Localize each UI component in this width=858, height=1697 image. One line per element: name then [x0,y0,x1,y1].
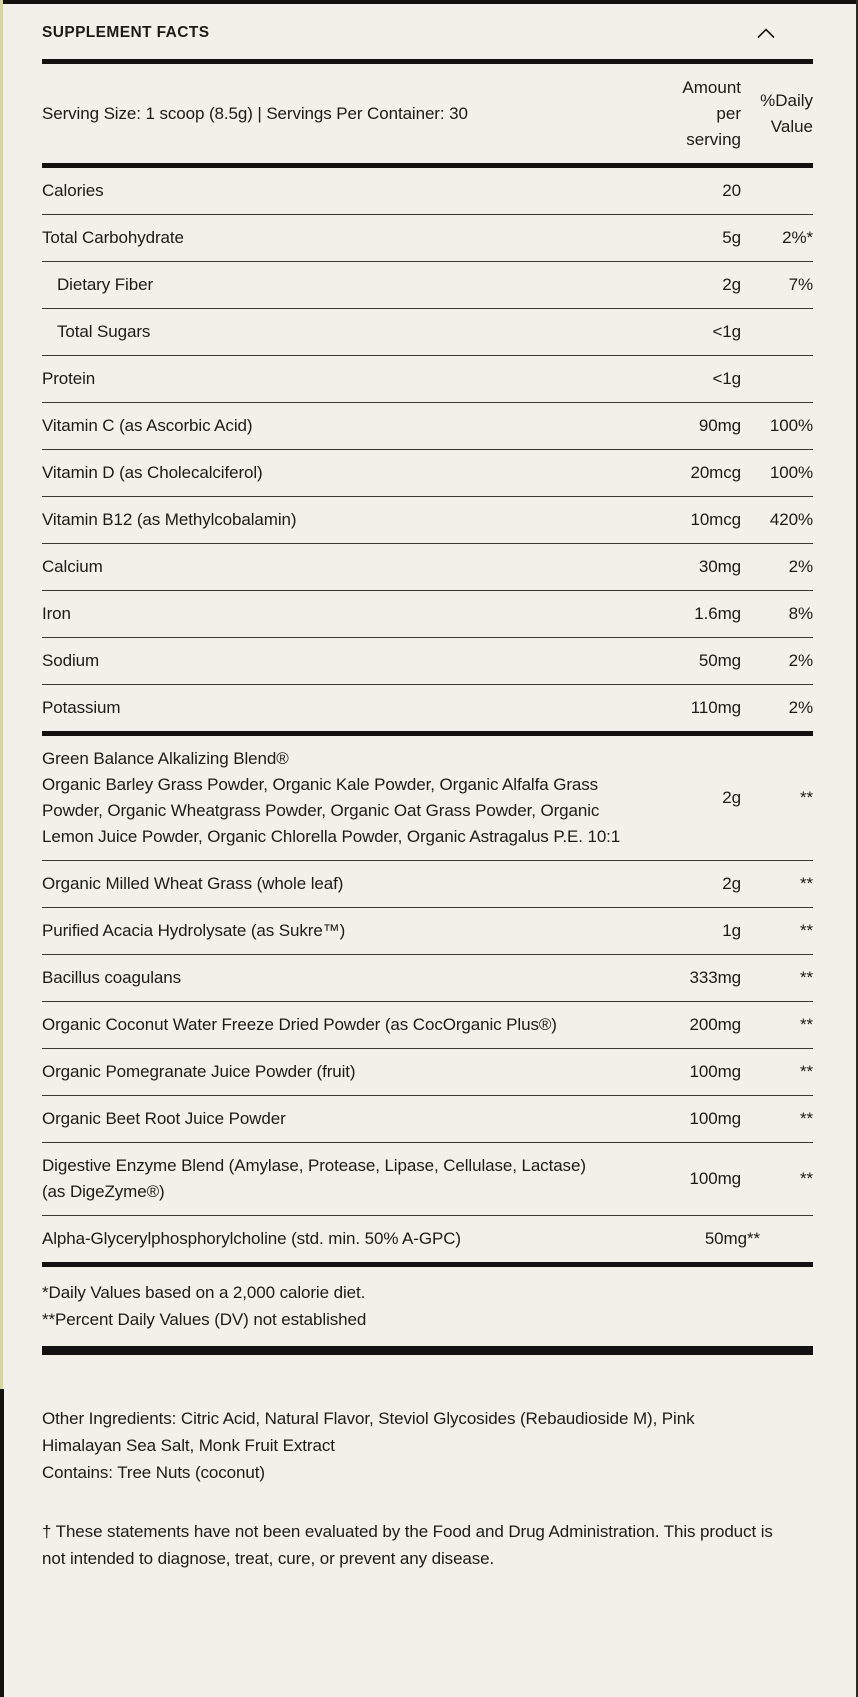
nutrient-amount: <1g [712,322,741,341]
footnotes [42,1267,813,1355]
nutrient-label: Calories [42,181,104,200]
nutrient-label: Green Balance Alkalizing Blend® Organic Barley Grass Powder, Organic Kale Powder, Organic Alfalfa Grass Powder, Organic Wheatgrass Powder, Organic Oat Grass Powder, Organic Lemon Juice Powder, Organic Chlorella Powder, Organic Astragalus P.E. 10:1 [42,749,621,846]
nutrient-row [42,591,813,638]
nutrient-amount: 100mg [689,1062,741,1081]
nutrient-row [42,908,813,955]
nutrient-amount: 50mg** [704,1229,760,1248]
nutrient-row [42,736,813,861]
left-edge-black-stripe [0,1389,4,1697]
nutrient-label: Protein [42,369,96,388]
nutrient-amount: 90mg [698,416,741,435]
nutrient-daily-value: ** [799,921,813,940]
nutrient-daily-value: ** [799,1169,813,1188]
nutrient-amount: 1.6mg [694,604,741,623]
nutrient-row [42,403,813,450]
nutrient-row [42,544,813,591]
serving-header-row [42,64,813,163]
nutrient-label: Organic Coconut Water Freeze Dried Powder (as CocOrganic Plus®) [42,1015,557,1034]
other-ingredients-block [42,1405,772,1486]
nutrient-row [42,262,813,309]
nutrient-daily-value: ** [799,874,813,893]
nutrient-amount: <1g [712,369,741,388]
nutrient-daily-value: 2% [788,557,813,576]
nutrient-label: Vitamin D (as Cholecalciferol) [42,463,263,482]
allergen-contains-text: Contains: Tree Nuts (coconut) [42,1463,265,1482]
nutrient-label: Potassium [42,698,121,717]
nutrient-row [42,1002,813,1049]
nutrient-label: Bacillus coagulans [42,968,182,987]
nutrient-row [42,861,813,908]
nutrient-amount: 2g [722,788,741,807]
nutrient-row [42,168,813,215]
nutrient-daily-value: ** [799,1062,813,1081]
supplement-facts-panel [42,4,813,1572]
nutrient-amount: 2g [722,874,741,893]
nutrient-label: Dietary Fiber [57,275,154,294]
nutrient-amount: 50mg [698,651,741,670]
nutrient-label: Total Carbohydrate [42,228,184,247]
nutrient-amount: 20 [722,181,741,200]
nutrient-daily-value: 2% [788,651,813,670]
nutrient-row [42,1143,813,1216]
nutrient-row [42,638,813,685]
nutrient-row [42,685,813,736]
nutrient-row [42,1049,813,1096]
footnote-daily-values: *Daily Values based on a 2,000 calorie diet. [42,1283,366,1302]
nutrient-amount: 10mcg [690,510,741,529]
nutrient-row [42,497,813,544]
nutrient-amount: 333mg [689,968,741,987]
nutrient-daily-value: 100% [769,463,813,482]
serving-info: Serving Size: 1 scoop (8.5g) | Servings Per Container: 30 [42,103,468,123]
column-headers [631,75,813,153]
nutrient-daily-value: 2% [788,698,813,717]
nutrient-daily-value: 8% [788,604,813,623]
nutrient-daily-value: 420% [769,510,813,529]
nutrient-row [42,215,813,262]
nutrient-label: Iron [42,604,71,623]
nutrient-label: Organic Beet Root Juice Powder [42,1109,286,1128]
nutrient-amount: 100mg [689,1169,741,1188]
nutrient-daily-value: 100% [769,416,813,435]
fda-disclaimer: † These statements have not been evaluated by the Food and Drug Administration. This product is not intended to diagnose, treat, cure, or prevent any disease. [42,1522,773,1568]
nutrient-amount: 1g [722,921,741,940]
daily-value-column-header: %Daily Value [760,90,813,136]
nutrient-row [42,450,813,497]
nutrient-table [42,168,813,1267]
nutrient-daily-value: 2%* [782,228,813,247]
nutrient-row [42,955,813,1002]
nutrient-label: Vitamin B12 (as Methylcobalamin) [42,510,297,529]
nutrient-label: Total Sugars [57,322,151,341]
nutrient-daily-value: ** [799,968,813,987]
nutrient-amount: 110mg [690,698,741,717]
nutrient-row [42,356,813,403]
nutrient-row [42,1216,813,1267]
nutrient-label: Organic Pomegranate Juice Powder (fruit) [42,1062,356,1081]
nutrient-row [42,1096,813,1143]
nutrient-label: Organic Milled Wheat Grass (whole leaf) [42,874,344,893]
nutrient-amount: 2g [722,275,741,294]
nutrient-daily-value: ** [799,1109,813,1128]
nutrient-amount: 5g [722,228,741,247]
nutrient-label: Calcium [42,557,103,576]
supplement-facts-accordion-header[interactable] [42,4,813,42]
nutrient-label: Digestive Enzyme Blend (Amylase, Protease, Lipase, Cellulase, Lactase) (as DigeZyme®) [42,1156,586,1201]
footnote-dv-not-established: **Percent Daily Values (DV) not established [42,1310,367,1329]
nutrient-label: Sodium [42,651,100,670]
other-ingredients-text: Other Ingredients: Citric Acid, Natural Flavor, Steviol Glycosides (Rebaudioside M), Pink Himalayan Sea Salt, Monk Fruit Extract [42,1409,695,1455]
nutrient-amount: 200mg [689,1015,741,1034]
chevron-up-icon [757,28,775,39]
nutrient-label: Purified Acacia Hydrolysate (as Sukre™) [42,921,346,940]
nutrient-daily-value: 7% [788,275,813,294]
left-edge-green-stripe [0,0,3,1389]
nutrient-amount: 20mcg [690,463,741,482]
amount-column-header: Amount per serving [682,77,741,149]
nutrient-label: Vitamin C (as Ascorbic Acid) [42,416,253,435]
nutrient-daily-value: ** [799,1015,813,1034]
nutrient-label: Alpha-Glycerylphosphorylcholine (std. min. 50% A-GPC) [42,1229,461,1248]
section-title: SUPPLEMENT FACTS [42,24,210,41]
nutrient-amount: 30mg [698,557,741,576]
nutrient-row [42,309,813,356]
nutrient-amount: 100mg [689,1109,741,1128]
nutrient-daily-value: ** [799,788,813,807]
